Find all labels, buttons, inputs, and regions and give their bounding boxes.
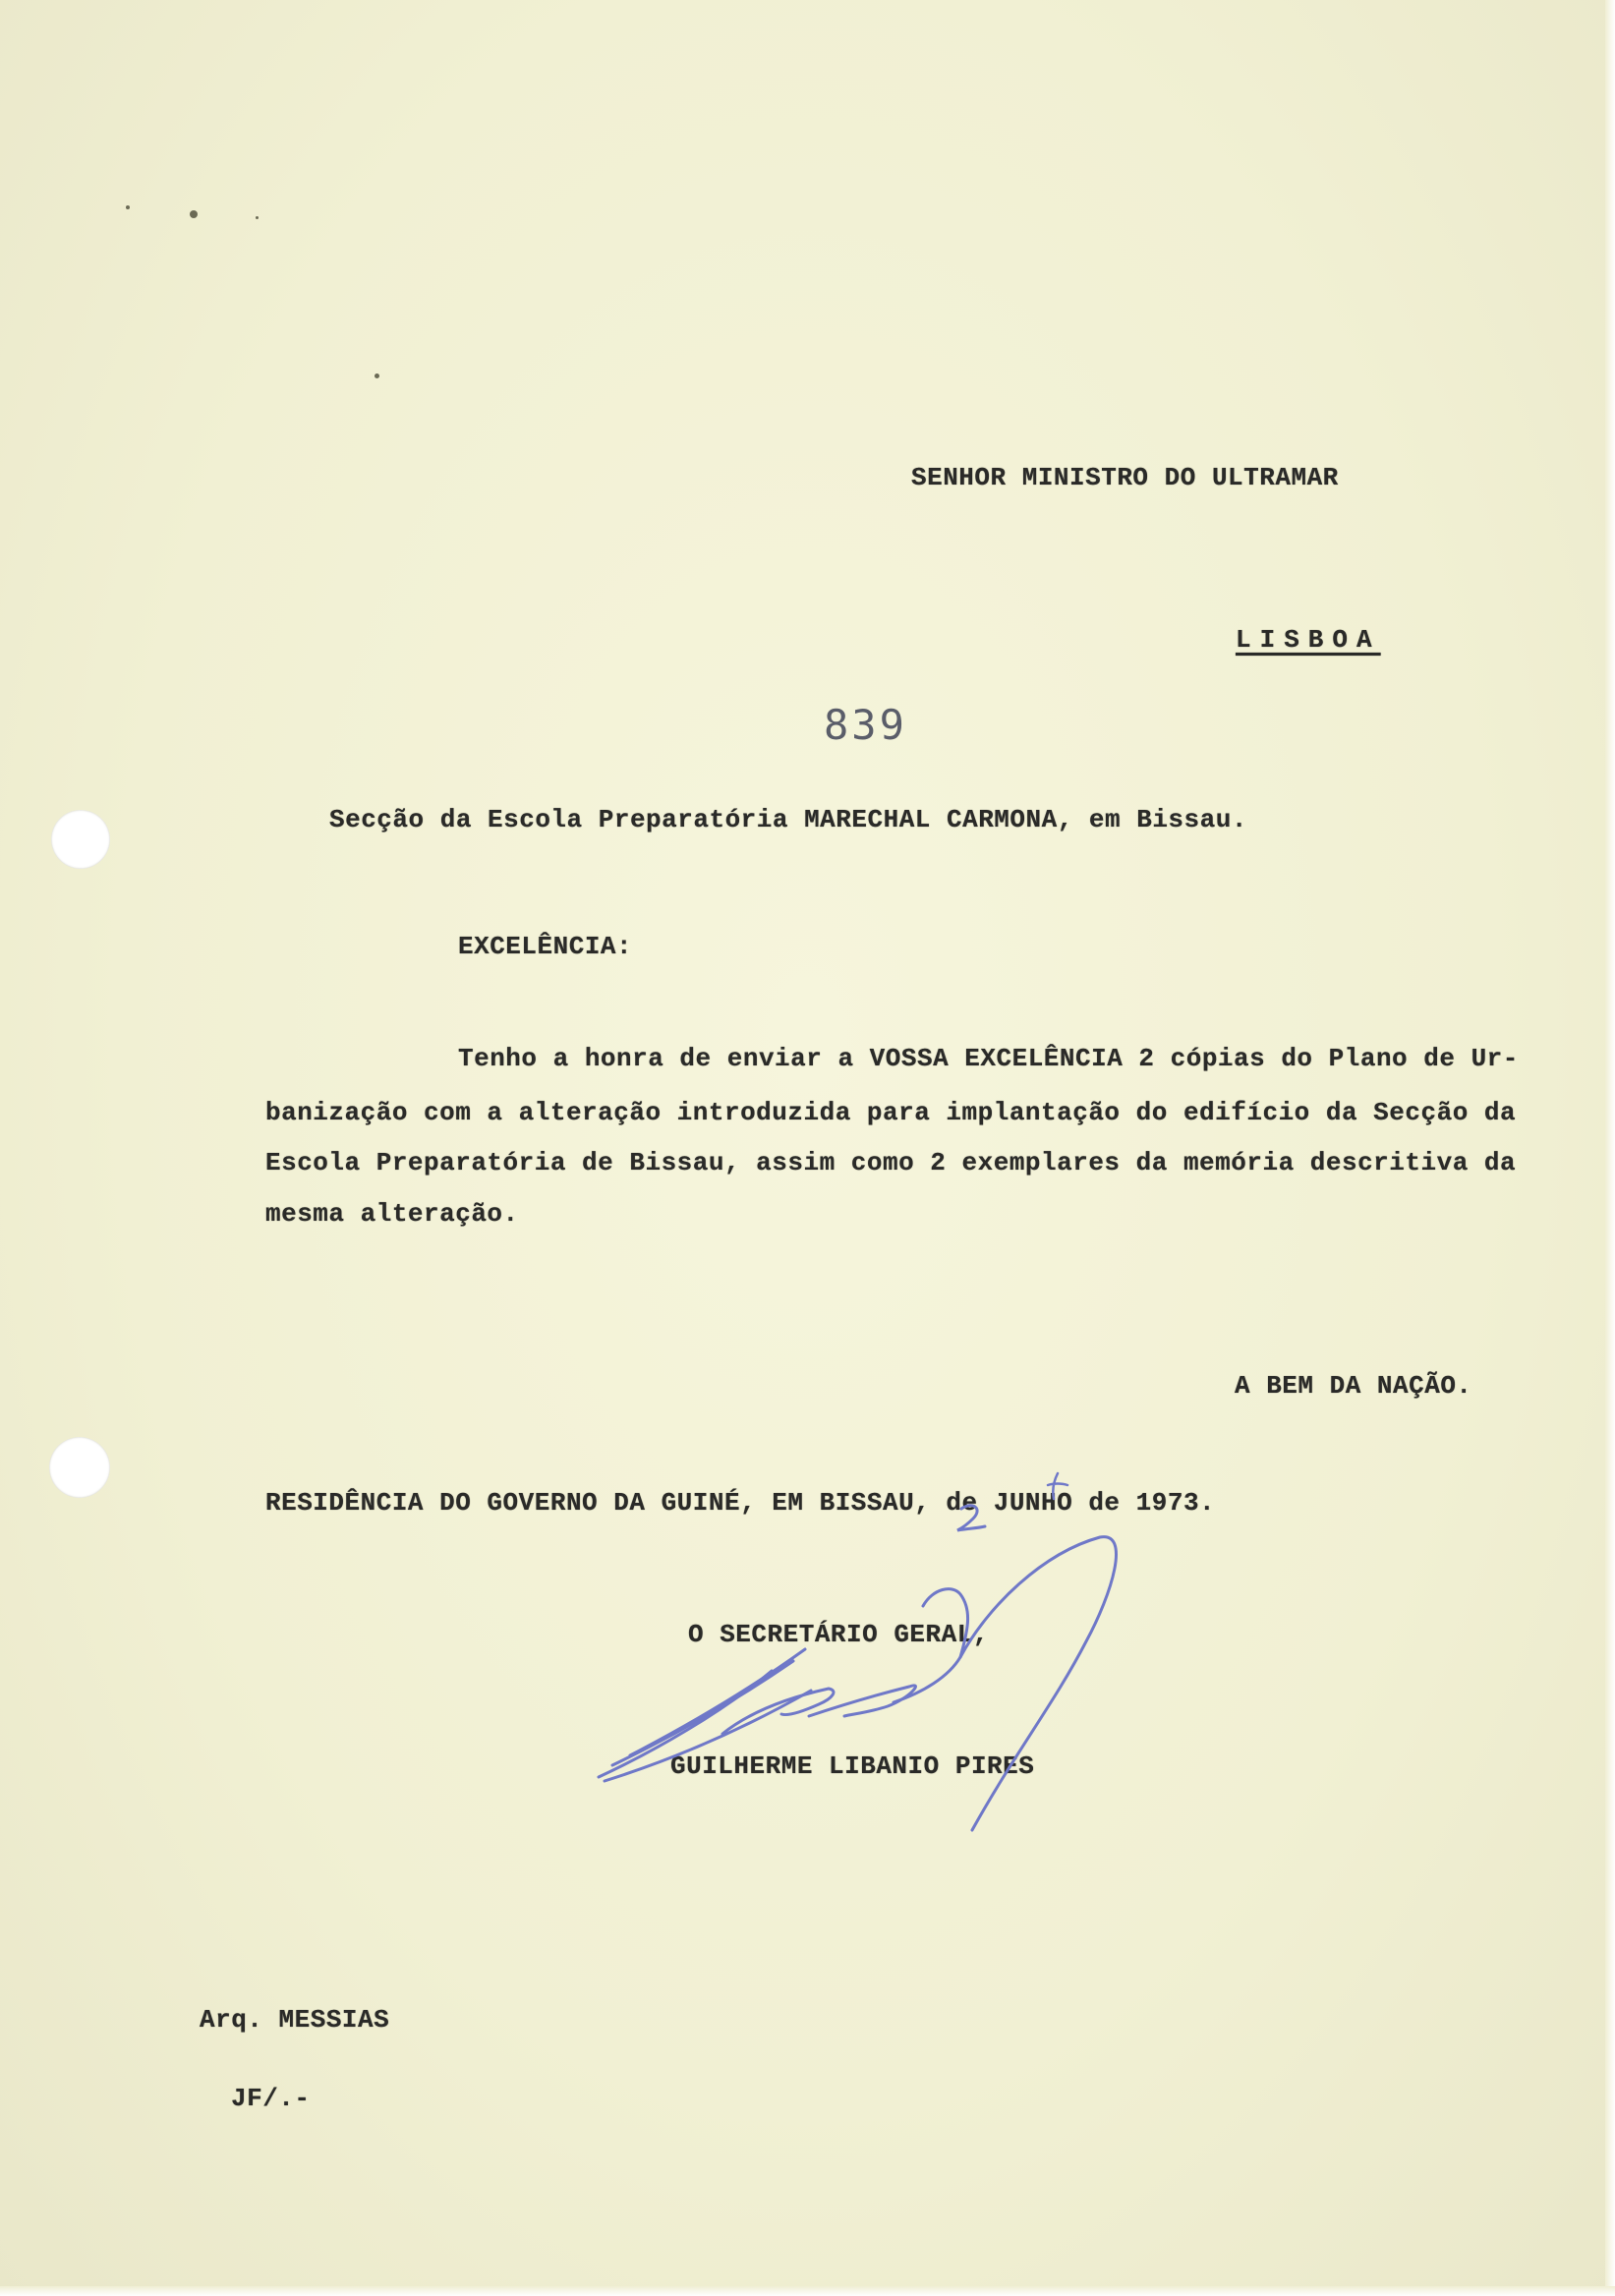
paper-speck: [126, 205, 130, 209]
body-line: mesma alteração.: [265, 1199, 519, 1229]
paper-edge-right: [1605, 0, 1615, 2296]
paper-speck: [190, 210, 198, 218]
signatory-name: GUILHERME LIBANIO PIRES: [670, 1751, 1035, 1781]
registry-stamp-number: 839: [824, 701, 907, 749]
paper-speck: [256, 216, 259, 219]
handwritten-correction-mark: [1044, 1471, 1071, 1501]
handwritten-signature: [575, 1523, 1125, 1838]
subject-line: Secção da Escola Preparatória MARECHAL CARMONA, em Bissau.: [329, 805, 1247, 834]
body-line: Escola Preparatória de Bissau, assim como 2 exemplares da memória descritiva da: [265, 1148, 1517, 1177]
salutation: EXCELÊNCIA:: [458, 932, 633, 961]
closing-formula: A BEM DA NAÇÃO.: [1235, 1371, 1472, 1401]
place-date-line: RESIDÊNCIA DO GOVERNO DA GUINÉ, EM BISSAU, de JUNHO de 1973.: [265, 1488, 1216, 1518]
addressee: SENHOR MINISTRO DO ULTRAMAR: [911, 463, 1339, 492]
paper-edge-bottom: [0, 2286, 1615, 2296]
typist-initials: JF/.-: [231, 2084, 311, 2113]
archive-reference: Arq. MESSIAS: [200, 2005, 390, 2035]
body-line: banização com a alteração introduzida para implantação do edifício da Secção da: [265, 1098, 1517, 1127]
punch-hole-upper: [51, 810, 110, 869]
body-line: Tenho a honra de enviar a VOSSA EXCELÊNCIA 2 cópias do Plano de Ur-: [458, 1044, 1519, 1073]
punch-hole-lower: [49, 1437, 110, 1498]
signatory-title: O SECRETÁRIO GERAL,: [688, 1620, 989, 1649]
paper-speck: [375, 373, 379, 378]
destination-city: LISBOA: [1236, 625, 1381, 655]
